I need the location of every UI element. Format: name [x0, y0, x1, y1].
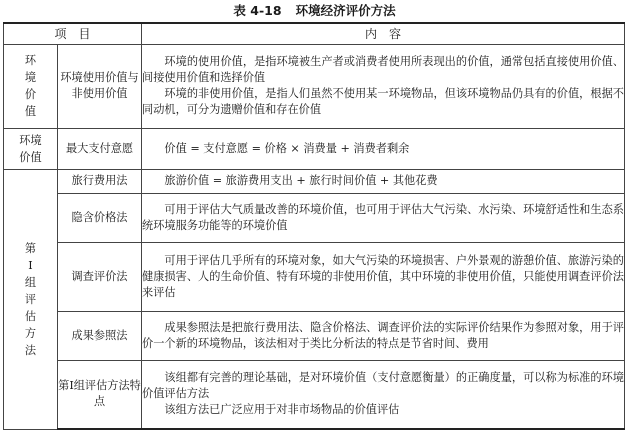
table-row — [4, 45, 625, 129]
table-row — [4, 360, 625, 429]
table-row — [4, 169, 625, 193]
content-paragraph: 旅游价值 = 旅游费用支出 + 旅行时间价值 + 其他花费 — [164, 174, 438, 188]
table-caption — [0, 1, 629, 21]
content-paragraph: 可用于评估几乎所有的环境对象，如大气污染的环境损害、户外景观的游憩价值、旅游污染的健康损害、人的生命价值、特有环境的非使用价值，其中环境的非使用价值，只能使用调查评价法来评估 — [142, 254, 624, 300]
category-cell: 第Ⅰ组评估方法 — [4, 169, 58, 429]
category-cell: 环境价值 — [4, 45, 58, 129]
method-cell: 调查评价法 — [58, 242, 142, 312]
content-cell — [142, 169, 625, 193]
method-cell: 最大支付意愿 — [58, 128, 142, 169]
header-content: 内 容 — [142, 23, 625, 45]
content-cell — [142, 312, 625, 361]
content-paragraph: 成果参照法是把旅行费用法、隐含价格法、调查评价法的实际评价结果作为参照对象，用于评价一个新的环境物品，该法相对于类比分析法的特点是节省时间、费用 — [142, 321, 624, 351]
method-cell: 旅行费用法 — [58, 169, 142, 193]
method-cell: 成果参照法 — [58, 312, 142, 361]
table-title: 环境经济评价方法 — [295, 3, 396, 18]
content-paragraph: 该组方法已广泛应用于对非市场物品的价值评估 — [164, 403, 400, 417]
content-cell — [142, 242, 625, 312]
content-cell — [142, 194, 625, 243]
table-header-row — [4, 23, 625, 45]
header-item: 项 目 — [4, 23, 142, 45]
table-row — [4, 194, 625, 243]
content-cell — [142, 360, 625, 429]
content-paragraph: 价值 = 支付意愿 = 价格 × 消费量 + 消费者剩余 — [164, 141, 410, 155]
content-cell — [142, 128, 625, 169]
method-cell: 第Ⅰ组评估方法特点 — [58, 360, 142, 429]
method-cell: 隐含价格法 — [58, 194, 142, 243]
table-row — [4, 242, 625, 312]
content-cell — [142, 45, 625, 129]
content-paragraph: 可用于评估大气质量改善的环境价值，也可用于评估大气污染、水污染、环境舒适性和生态系统环境服务功能等的环境价值 — [142, 202, 624, 232]
table-number: 表 4-18 — [233, 3, 282, 18]
table-row — [4, 128, 625, 169]
evaluation-methods-table — [3, 22, 625, 430]
table-row — [4, 312, 625, 361]
content-paragraph: 该组都有完善的理论基础，是对环境价值（支付意愿衡量）的正确度量，可以称为标准的环境价值评估方法 — [142, 371, 624, 401]
content-paragraph: 环境的非使用价值，是指人们虽然不使用某一环境物品，但该环境物品仍具有的价值，根据不同动机，可分为遗赠价值和存在价值 — [142, 87, 624, 117]
content-paragraph: 环境的使用价值，是指环境被生产者或消费者使用所表现出的价值，通常包括直接使用价值、间接使用价值和选择价值 — [142, 55, 624, 85]
category-cell: 环境价值 — [4, 128, 58, 169]
method-cell: 环境使用价值与非使用价值 — [58, 45, 142, 129]
